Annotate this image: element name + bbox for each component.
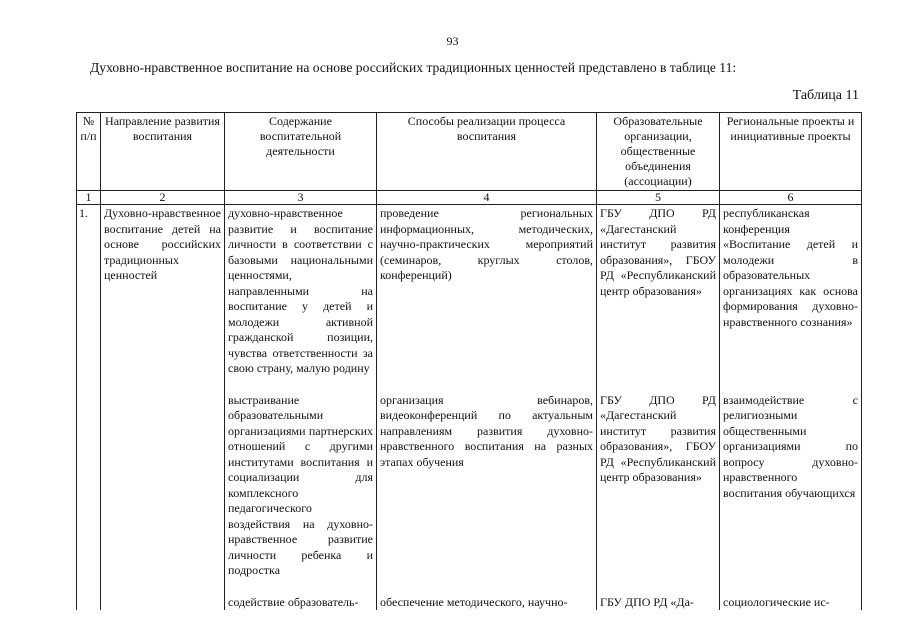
row-index [77, 377, 101, 579]
column-number: 5 [597, 191, 720, 205]
values-table [76, 112, 862, 610]
direction-cell: Духовно-нравственное воспитание детей на основе российских традиционных ценностей [101, 205, 225, 377]
table-row [77, 205, 862, 377]
header-methods: Способы реализации процесса воспитания [377, 113, 597, 191]
row-index: 1. [77, 205, 101, 377]
column-number: 1 [77, 191, 101, 205]
header-content: Содержание воспитательной деятельности [225, 113, 377, 191]
column-number: 6 [720, 191, 862, 205]
content-cell: содействие образователь- [225, 579, 377, 611]
methods-cell: проведение региональных информационных, методических, научно-практических мероприятий (семинаров, круглых столов, конференций) [377, 205, 597, 377]
header-organizations: Образовательные организации, общественные объединения (ассоциации) [597, 113, 720, 191]
direction-cell [101, 377, 225, 579]
content-cell: духовно-нравственное развитие и воспитание личности в соответствии с базовыми национальными ценностями, направленными на воспитание у детей и молодежи активной гражданской позиции, чувства ответственности за свою страну, малую родину [225, 205, 377, 377]
column-number-row [77, 191, 862, 205]
table-row [77, 377, 862, 579]
organizations-cell: ГБУ ДПО РД «Дагестанский институт развития образования», ГБОУ РД «Республиканский центр образования» [597, 377, 720, 579]
table-header-row [77, 113, 862, 191]
header-projects: Региональные проекты и инициативные проекты [720, 113, 862, 191]
organizations-cell: ГБУ ДПО РД «Да- [597, 579, 720, 611]
table-row [77, 579, 862, 611]
column-number: 4 [377, 191, 597, 205]
page-number: 93 [446, 34, 459, 48]
methods-cell: организация вебинаров, видеоконференций по актуальным направлениям развития духовно-нравственного воспитания на разных этапах обучения [377, 377, 597, 579]
header-direction: Направление развития воспитания [101, 113, 225, 191]
organizations-cell: ГБУ ДПО РД «Дагестанский институт развития образования», ГБОУ РД «Республиканский центр образования» [597, 205, 720, 377]
column-number: 2 [101, 191, 225, 205]
header-number: № п/п [77, 113, 101, 191]
methods-cell: обеспечение методического, научно- [377, 579, 597, 611]
column-number: 3 [225, 191, 377, 205]
projects-cell: взаимодействие с религиозными общественными организациями по вопросу духовно-нравственного воспитания обучающихся [720, 377, 862, 579]
content-cell: выстраивание образовательными организациями партнерских отношений с другими институтами воспитания и социализации для комплексного педагогического воздействия на духовно-нравственное развитие личности ребенка и подростка [225, 377, 377, 579]
intro-text: Духовно-нравственное воспитание на основе российских традиционных ценностей представлено в таблице 11: [90, 60, 737, 75]
projects-cell: республиканская конференция «Воспитание детей и молодежи в образовательных организациях как основа формирования духовно-нравственного сознания» [720, 205, 862, 377]
projects-cell: социологические ис- [720, 579, 862, 611]
row-index [77, 579, 101, 611]
direction-cell [101, 579, 225, 611]
table-label: Таблица 11 [792, 88, 859, 103]
